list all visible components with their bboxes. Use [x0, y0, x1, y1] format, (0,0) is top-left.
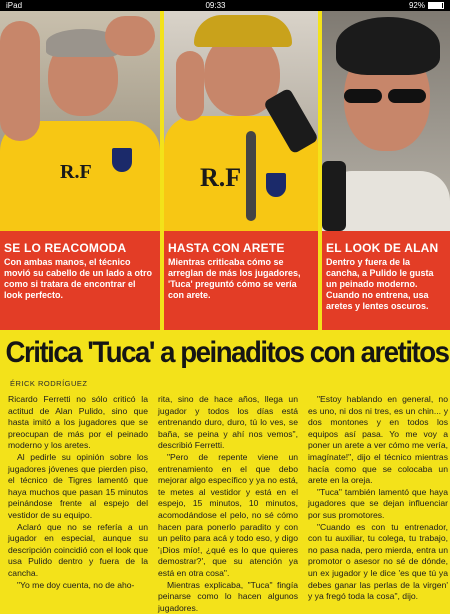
paragraph: Aclaró que no se refería a un jugador en especial, aunque su descripción coincidió con el look que usa Pulido dentro y fuera de la cancha.	[8, 522, 148, 580]
article-body	[8, 394, 448, 600]
caption-title: EL LOOK DE ALAN	[326, 241, 444, 255]
paragraph: "Estoy hablando en general, no es uno, ni dos ni tres, es un chin... y dos montones y en todos los equipos así pasa. Yo me voy a poner un arete a ver cómo me vería, imagínate!", dijo el técnico mientras hacía como que se colocaba un arete en la oreja.	[308, 394, 448, 487]
article-column	[158, 394, 298, 600]
clock: 09:33	[205, 0, 225, 11]
paragraph: Al pedirle su opinión sobre los jugadores jóvenes que pierden piso, el técnico de Tigres lamentó que haya muchos que pasan 15 minutos peinándose frente al espejo del vestidor de su equipo.	[8, 452, 148, 522]
paragraph: Mientras explicaba, "Tuca" fingía peinarse como lo hacen algunos jugadores.	[158, 580, 298, 614]
paragraph: "Yo me doy cuenta, no de aho-	[8, 580, 148, 592]
paragraph: "Pero de repente viene un entrenamiento en el que debo mejorar algo específico y ya no está, te metes al vestidor y está en el espejo, 15 minutos, 10 minutos, acomodándose el pelo, no sé cómo hacen para ponerlo paradito y con un pelito para acá y todo eso, y digo '¡Dios mío!, ¿qué es lo que quieres demostrar?', que su atención ya está en otra cosa".	[158, 452, 298, 580]
battery-indicator	[409, 0, 444, 11]
battery-icon	[428, 2, 444, 9]
right-hand	[105, 16, 155, 56]
paragraph: rita, sino de hace años, llega un jugador y todos los días está entrenando duro, duro, tú lo ves, se baña, se peina y ahí nos vemos", describió Ferretti.	[158, 394, 298, 452]
caption-box	[322, 231, 450, 330]
shirt-initials: R.F	[200, 163, 241, 193]
shirt-initials: R.F	[60, 161, 92, 184]
photo-ferretti-hands-on-head	[0, 11, 160, 231]
caption-box	[0, 231, 160, 330]
caption-title: SE LO REACOMODA	[4, 241, 154, 255]
cap	[194, 15, 292, 47]
hair	[336, 17, 440, 75]
caption-box	[164, 231, 318, 330]
paragraph: "Tuca" también lamentó que haya jugadores que se dejan influenciar por sus promotores.	[308, 487, 448, 522]
hand	[176, 51, 204, 121]
article-column	[308, 394, 448, 600]
paragraph: "Cuando es con tu entrenador, con tu auxiliar, tu colega, tu trabajo, no pasa nada, pero mierda, entra un promotor o asesor no sé de dónde, un ex jugador y le dice 'es que tú ya debes ganar las perlas de la virgen' y ya fregó toda la cosa", dijo.	[308, 522, 448, 603]
battery-fill	[429, 3, 442, 8]
microphone-stand	[246, 131, 256, 221]
caption-text: Con ambas manos, el técnico movió su cabello de un lado a otro como si tratara de encontrar el look perfecto.	[4, 257, 154, 301]
device-name: iPad	[6, 0, 22, 11]
battery-percent: 92%	[409, 0, 425, 11]
sunglasses-icon	[388, 89, 426, 103]
article-headline: Critica 'Tuca' a peinaditos con aretitos	[0, 330, 414, 375]
left-arm	[0, 21, 40, 141]
photo-alan-pulido	[322, 11, 450, 231]
sunglasses-icon	[344, 89, 382, 103]
photo-ferretti-microphones	[164, 11, 318, 231]
caption-title: HASTA CON ARETE	[168, 241, 312, 255]
article-column	[8, 394, 148, 600]
caption-text: Dentro y fuera de la cancha, a Pulido le gusta un peinado moderno. Cuando no entrena, usa aretes y lentes oscuros.	[326, 257, 444, 312]
tigres-badge-icon	[110, 146, 134, 174]
photo-captions	[0, 231, 450, 330]
microphone-icon	[322, 161, 346, 231]
status-bar	[0, 0, 450, 11]
caption-text: Mientras criticaba cómo se arreglan de más los jugadores, 'Tuca' preguntó cómo se vería con arete.	[168, 257, 312, 301]
paragraph: Ricardo Ferretti no sólo criticó la actitud de Alan Pulido, sino que hasta imitó a los jugadores que se preocupan de más por el peinado moderno y los aretes.	[8, 394, 148, 452]
photo-strip	[0, 11, 450, 231]
tigres-badge-icon	[264, 171, 288, 199]
byline: ÉRICK RODRÍGUEZ	[10, 379, 88, 388]
